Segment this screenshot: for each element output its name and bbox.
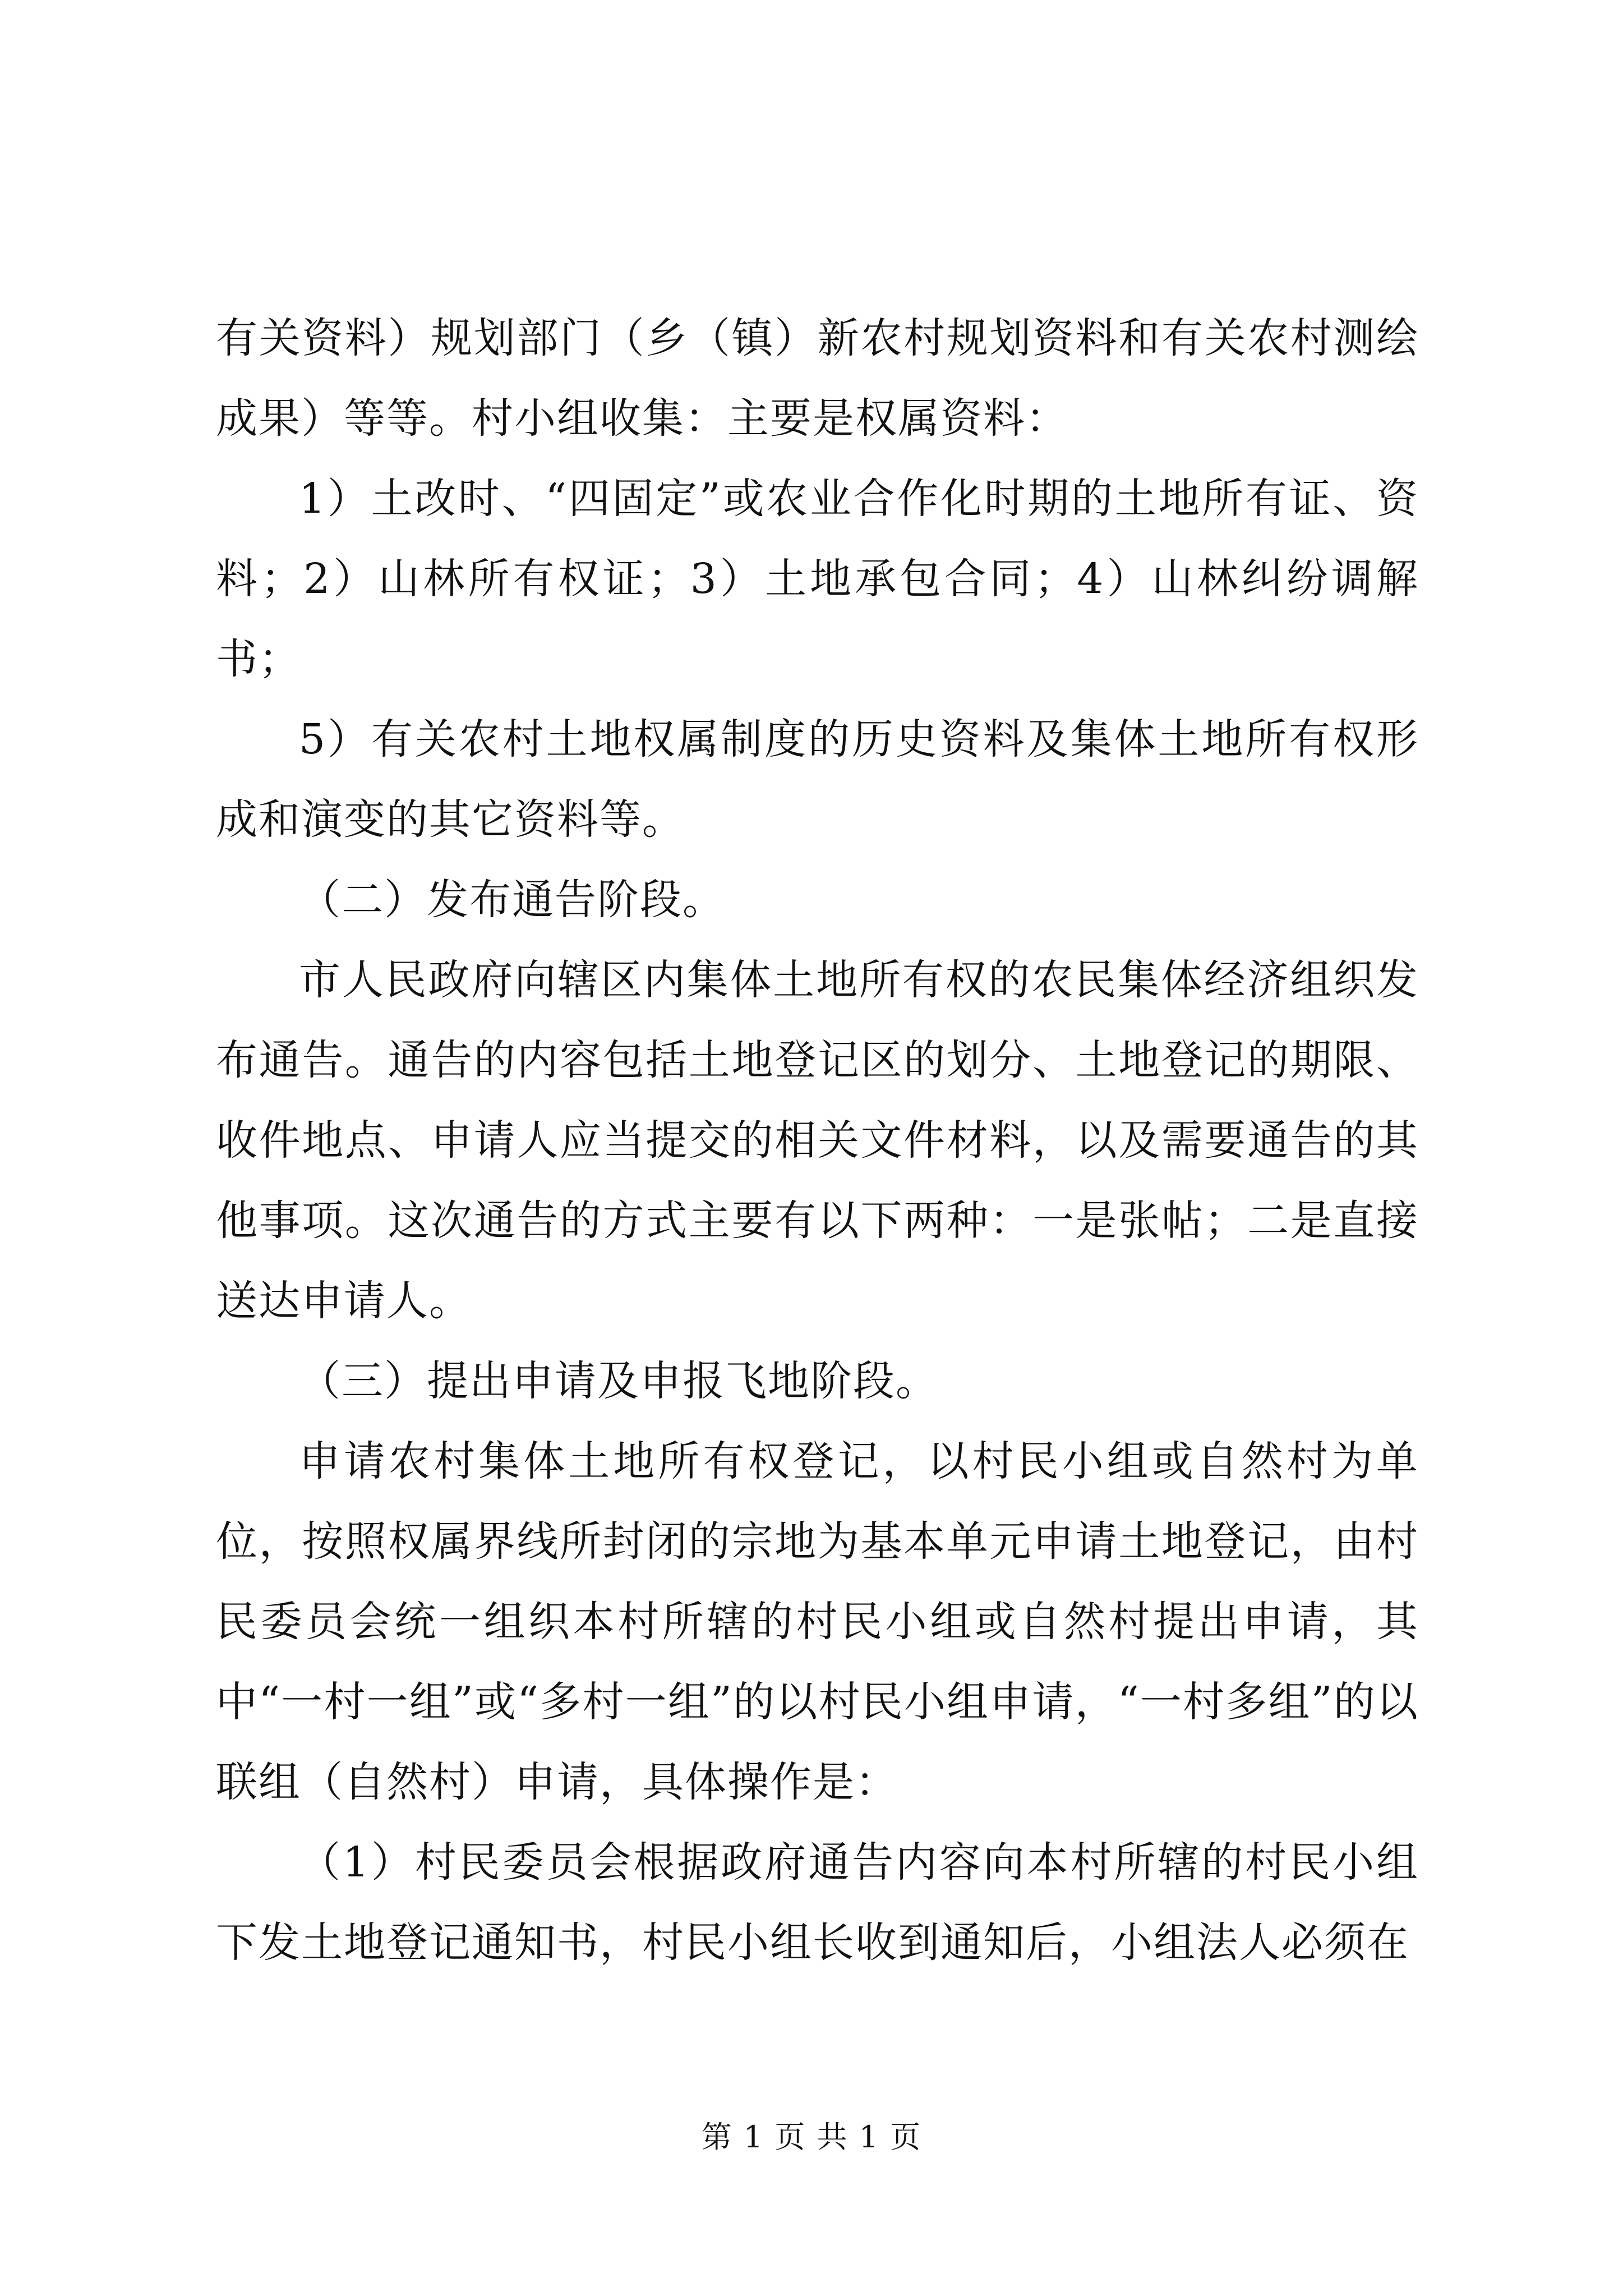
page-footer: 第 1 页 共 1 页 (701, 2119, 922, 2155)
paragraph-continuation: 有关资料）规划部门（乡（镇）新农村规划资料和有关农村测绘成果）等等。村小组收集：主要是权属资料： (216, 314, 1419, 443)
paragraph-step-1: （1）村民委员会根据政府通告内容向本村所辖的村民小组下发土地登记通知书，村民小组长收到通知后，小组法人必须在 (216, 1838, 1419, 1967)
document-body (216, 298, 1419, 1983)
paragraph-announcement: 市人民政府向辖区内集体土地所有权的农民集体经济组织发布通告。通告的内容包括土地登记区的划分、土地登记的期限、收件地点、申请人应当提交的相关文件材料，以及需要通告的其他事项。这次通告的方式主要有以下两种：一是张帖；二是直接送达申请人。 (216, 956, 1419, 1325)
paragraph-list-items: 1）土改时、“四固定”或农业合作化时期的土地所有证、资料；2）山林所有权证；3）土地承包合同；4）山林纠纷调解书； (216, 475, 1419, 683)
section-heading-3: （三）提出申请及申报飞地阶段。 (299, 1357, 938, 1405)
section-heading-2: （二）发布通告阶段。 (299, 876, 725, 924)
paragraph-list-item-5: 5）有关农村土地权属制度的历史资料及集体土地所有权形成和演变的其它资料等。 (216, 715, 1419, 844)
paragraph-application: 申请农村集体土地所有权登记，以村民小组或自然村为单位，按照权属界线所封闭的宗地为基本单元申请土地登记，由村民委员会统一组织本村所辖的村民小组或自然村提出申请，其中“一村一组”或“多村一组”的以村民小组申请，“一村多组”的以联组（自然村）申请，具体操作是： (216, 1437, 1419, 1806)
